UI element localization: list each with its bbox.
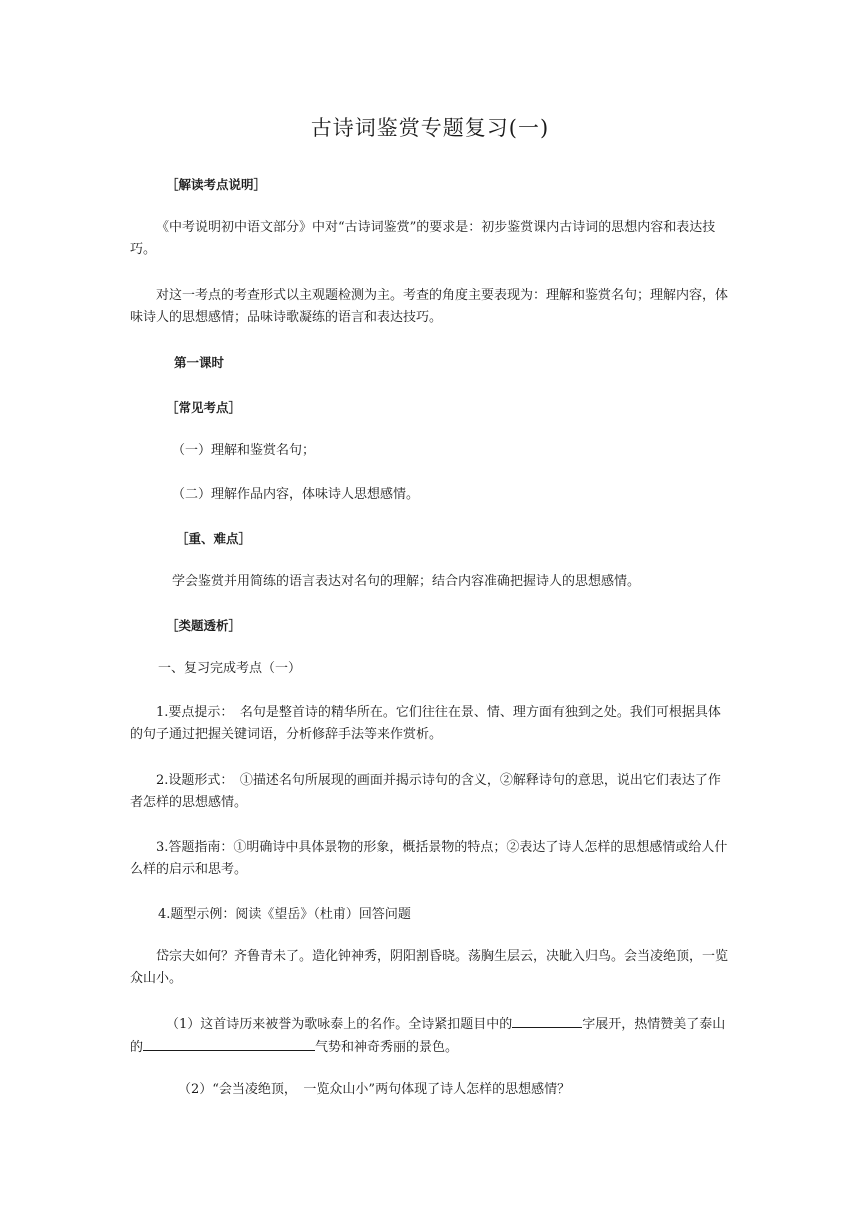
question-1-line-1 [166,1013,725,1036]
item-question-form: 2.设题形式： ①描述名句所展现的画面并揭示诗句的含义，②解释诗句的意思，说出它们表达了作者怎样的思想感情。 [130,773,721,810]
question-1-part-c: 的 [130,1040,144,1055]
section-heading-explain: ［解读考点说明］ [166,177,267,192]
item-key-points: 1.要点提示： 名句是整首诗的精华所在。它们往往在景、情、理方面有独到之处。我们可根据具体的句子通过把握关键词语，分析修辞手法等来作赏析。 [130,705,721,742]
question-1-line-2 [130,1036,458,1059]
review-heading: 一、复习完成考点（一） [158,661,302,676]
paragraph-requirement: 《中考说明初中语文部分》中对“古诗词鉴赏”的要求是：初步鉴赏课内古诗词的思想内容和表达技巧。 [130,220,716,257]
exam-point-1: （一）理解和鉴赏名句； [172,443,316,458]
question-1-part-d: 气势和神奇秀丽的景色。 [315,1040,459,1055]
poem-text: 岱宗夫如何？齐鲁青未了。造化钟神秀，阴阳割昏晓。荡胸生层云，决眦入归鸟。会当凌绝顶，一览众山小。 [130,949,729,986]
question-1-part-a: （1）这首诗历来被誉为歌咏泰上的名作。全诗紧扣题目中的 [166,1017,513,1032]
section-heading-common: ［常见考点］ [166,400,242,415]
item-answer-guide: 3.答题指南：①明确诗中具体景物的形象，概括景物的特点；②表达了诗人怎样的思想感情或给人什么样的启示和思考。 [130,840,728,877]
section-heading-key: ［重、难点］ [176,531,252,546]
key-difficulty-text: 学会鉴赏并用简练的语言表达对名句的理解；结合内容准确把握诗人的思想感情。 [172,574,641,589]
item-example: 4.题型示例：阅读《望岳》（杜甫）回答问题 [158,907,411,922]
answer-blank-1[interactable] [512,1013,582,1028]
lesson-heading: 第一课时 [174,355,225,370]
document-title: 古诗词鉴赏专题复习(一) [310,116,550,140]
question-1-part-b: 字展开，热情赞美了泰山 [582,1017,726,1032]
answer-blank-2[interactable] [143,1036,315,1051]
exam-point-2: （二）理解作品内容，体味诗人思想感情。 [172,487,420,502]
paragraph-exam-form: 对这一考点的考查形式以主观题检测为主。考查的角度主要表现为：理解和鉴赏名句；理解内容，体味诗人的思想感情；品味诗歌凝练的语言和表达技巧。 [130,288,729,325]
question-2: （2）“会当凌绝顶， 一览众山小”两句体现了诗人怎样的思想感情？ [178,1082,571,1097]
section-heading-analysis: ［类题透析］ [166,618,242,633]
